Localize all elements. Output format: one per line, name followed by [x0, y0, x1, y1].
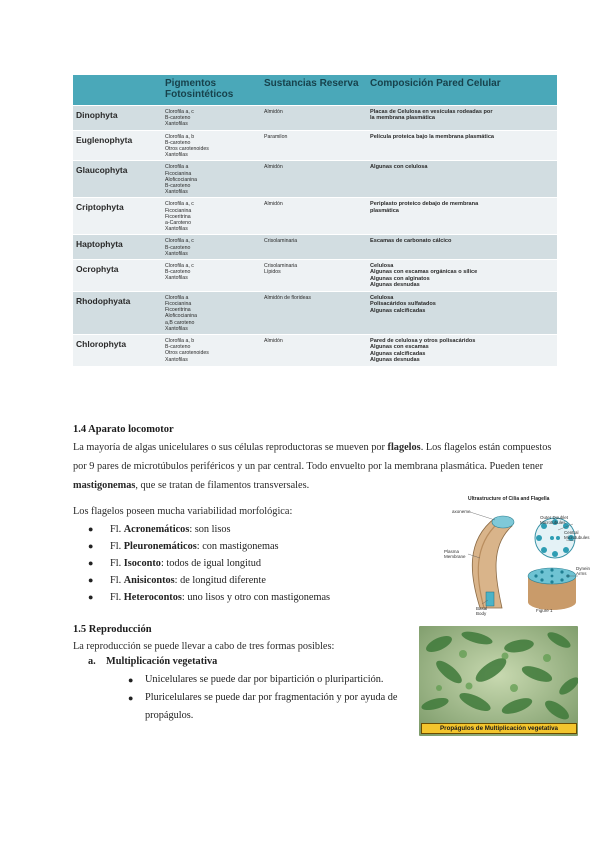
- list-item: ● Fl. Heterocontos: uno lisos y otro con mastigonemas: [88, 589, 330, 606]
- sublist-label: Multiplicación vegetativa: [106, 656, 218, 667]
- cell-wall: [367, 130, 557, 161]
- cell-line: Ficocianina: [165, 300, 192, 307]
- cell-line: B-caroteno: [165, 183, 191, 190]
- cell-line: Algunas desnudas: [370, 357, 420, 364]
- cell-wall: [367, 291, 557, 334]
- cell-line: Xantofilas: [165, 226, 188, 233]
- cell-division-name: Chlorophyta: [73, 334, 162, 365]
- cell-line: Algunas calcificadas: [370, 350, 426, 357]
- table-row: [73, 291, 557, 334]
- table-row: [73, 106, 557, 131]
- table-row: [73, 198, 557, 235]
- cell-line: Aloficocianina: [165, 176, 198, 183]
- cell-line: Clorofila a, c: [165, 109, 194, 115]
- cell-wall: [367, 161, 557, 198]
- cell-line: Almidón: [264, 201, 283, 208]
- cell-line: Ficocianina: [165, 207, 192, 214]
- cell-wall: [367, 198, 557, 235]
- cell-line: a,B caroteno: [165, 319, 195, 326]
- table-row: [73, 161, 557, 198]
- cell-reserve: [261, 235, 367, 260]
- figure-flagella-ultrastructure: [440, 496, 590, 616]
- bullet-icon: ●: [88, 541, 94, 551]
- text-run: . Los flagelos están compuestos por 9 pares de microtúbulos periféricos y un par central. Todo envuelto por la membrana plasmática. Pueden tener: [73, 442, 552, 472]
- cell-line: Xantofilas: [165, 189, 188, 196]
- list-item: ● Unicelulares se puede dar por bipartición o pluripartición.: [128, 671, 408, 689]
- cell-line: Otros carotenoides: [165, 350, 209, 357]
- cell-division-name: Euglenophyta: [73, 130, 162, 161]
- cell-line: Periplasto proteico debajo de membrana: [370, 201, 479, 208]
- cell-line: Celulosa: [370, 263, 394, 270]
- cell-line: Algunas con escamas: [370, 344, 429, 351]
- cell-line: Paramilon: [264, 133, 288, 140]
- cell-line: Crisolaminaria: [264, 238, 298, 245]
- cell-line: Algunas con escamas orgánicas o sílice: [370, 269, 478, 276]
- sublist-marker: a.: [88, 656, 96, 667]
- cell-line: Celulosa: [370, 294, 394, 301]
- cell-line: B-caroteno: [165, 139, 191, 146]
- cell-line: Placas de Celulosa en vesículas rodeadas por: [370, 109, 493, 115]
- cell-line: Xantofilas: [165, 325, 188, 332]
- cell-reserve: [261, 291, 367, 334]
- cell-line: Clorofila a, b: [165, 133, 195, 140]
- cell-line: B-caroteno: [165, 244, 191, 251]
- bullet-icon: ●: [128, 693, 134, 703]
- cell-line: Algunas calcificadas: [370, 307, 426, 314]
- table-header-row: [73, 75, 557, 106]
- cell-line: Almidón de florideas: [264, 294, 312, 301]
- cell-reserve: [261, 106, 367, 131]
- cell-line: B-caroteno: [165, 344, 191, 351]
- cell-reserve: [261, 260, 367, 292]
- cell-line: Xantofilas: [165, 356, 188, 363]
- list-item: ● Pluricelulares se puede dar por fragmentación y por ayuda de propágulos.: [128, 689, 408, 725]
- cell-pigments: [162, 235, 261, 260]
- cell-pigments: [162, 161, 261, 198]
- paragraph-flagella: [73, 438, 563, 495]
- table-row: [73, 260, 557, 292]
- cell-line: la membrana plasmática: [370, 115, 435, 122]
- term-flagelos: flagelos: [387, 442, 421, 453]
- label-central-microtubules: Central Microtubules: [564, 530, 590, 540]
- list-item: ● Fl. Anisicontos: de longitud diferente: [88, 572, 330, 589]
- cell-line: a-Caroteno: [165, 220, 191, 227]
- bullet-icon: ●: [128, 675, 134, 685]
- label-outer-doublet: Outer Doublet Microtubules: [540, 515, 569, 525]
- cell-line: Clorofila a, c: [165, 238, 194, 245]
- cell-line: Algunas con alginatos: [370, 275, 430, 282]
- label-axoneme: axoneme: [452, 509, 471, 514]
- cell-pigments: [162, 130, 261, 161]
- cell-reserve: [261, 161, 367, 198]
- list-item: ● Fl. Pleuronemáticos: con mastigonemas: [88, 538, 330, 555]
- cell-pigments: [162, 198, 261, 235]
- propagules-photo: [419, 626, 578, 736]
- cell-wall: [367, 260, 557, 292]
- paragraph-reproduction-intro: La reproducción se puede llevar a cabo de tres formas posibles:: [73, 641, 335, 652]
- bullet-icon: ●: [88, 524, 94, 534]
- cell-wall: [367, 235, 557, 260]
- cell-line: Xantofilas: [165, 275, 188, 282]
- cell-pigments: [162, 260, 261, 292]
- cell-line: Lípidos: [264, 269, 281, 276]
- cell-line: Escamas de carbonato cálcico: [370, 238, 452, 245]
- cell-division-name: Criptophyta: [73, 198, 162, 235]
- figure-title: Ultrastructure of Cilia and Flagella: [468, 496, 550, 502]
- header-empty: [73, 75, 162, 106]
- table-body: [73, 106, 557, 366]
- cell-line: Otros carotenoides: [165, 146, 209, 153]
- bullet-icon: ●: [88, 558, 94, 568]
- text-run: , que se tratan de filamentos transversales.: [135, 480, 310, 491]
- cell-line: B-caroteno: [165, 115, 191, 122]
- cell-wall: [367, 334, 557, 365]
- label-basal-body: Basal Body: [476, 606, 488, 616]
- cell-line: Almidón: [264, 337, 283, 344]
- figure-propagules: [419, 626, 578, 736]
- term-mastigonemas: mastigonemas: [73, 480, 136, 491]
- flagella-types-list: [88, 521, 330, 606]
- label-plasma-membrane: Plasma Membrane: [444, 549, 466, 559]
- cell-line: B-caroteno: [165, 269, 191, 276]
- cell-line: Clorofila a: [165, 164, 189, 171]
- cell-line: plasmática: [370, 207, 399, 214]
- sublist-item-a: [88, 656, 217, 667]
- cell-line: Ficoeritrina: [165, 213, 191, 220]
- cell-division-name: Ocrophyta: [73, 260, 162, 292]
- figure-caption: Figure 1: [536, 608, 553, 613]
- table-row: [73, 334, 557, 365]
- list-item: ● Fl. Isoconto: todos de igual longitud: [88, 555, 330, 572]
- cell-division-name: Haptophyta: [73, 235, 162, 260]
- cell-reserve: [261, 334, 367, 365]
- header-wall: Composición Pared Celular: [367, 75, 557, 106]
- cell-line: Xantofilas: [165, 121, 188, 128]
- algae-comparison-table: [73, 75, 557, 366]
- bullet-icon: ●: [88, 592, 94, 602]
- bullet-icon: ●: [88, 575, 94, 585]
- cell-pigments: [162, 291, 261, 334]
- cell-line: Clorofila a: [165, 294, 189, 301]
- table-row: [73, 235, 557, 260]
- paragraph-variability: Los flagelos poseen mucha variabilidad morfológica:: [73, 506, 293, 517]
- cell-line: Clorofila a, b: [165, 337, 195, 344]
- cell-line: Clorofila a, c: [165, 201, 194, 208]
- cell-wall: [367, 106, 557, 131]
- vegetative-list: [128, 671, 408, 725]
- text-run: La mayoría de algas unicelulares o sus células reproductoras se mueven por: [73, 442, 388, 453]
- cell-line: Almidón: [264, 164, 283, 171]
- cell-line: Crisolaminaria: [264, 263, 298, 270]
- cell-line: Algunas desnudas: [370, 282, 420, 289]
- list-item: ● Fl. Acronemáticos: son lisos: [88, 521, 330, 538]
- cell-division-name: Dinophyta: [73, 106, 162, 131]
- cell-line: Algunas con celulosa: [370, 164, 428, 171]
- label-dynein-arms: Dynein Arms: [576, 566, 591, 576]
- header-pigments: Pigmentos Fotosintéticos: [162, 75, 261, 106]
- cell-line: Xantofilas: [165, 250, 188, 257]
- cell-division-name: Glaucophyta: [73, 161, 162, 198]
- cell-line: Aloficocianina: [165, 313, 198, 320]
- propagules-caption: Propágulos de Multiplicación vegetativa: [421, 723, 577, 734]
- cell-division-name: Rhodophyata: [73, 291, 162, 334]
- cell-line: Pared de celulosa y otros polisacáridos: [370, 337, 476, 344]
- cell-line: Ficoeritrina: [165, 307, 191, 314]
- header-reserve: Sustancias Reserva: [261, 75, 367, 106]
- cell-line: Almidón: [264, 109, 283, 115]
- cell-line: Película proteica bajo la membrana plasmática: [370, 133, 495, 140]
- cell-line: Ficocianina: [165, 170, 192, 177]
- section-heading-reproduction: 1.5 Reproducción: [73, 624, 152, 635]
- cell-pigments: [162, 106, 261, 131]
- cell-pigments: [162, 334, 261, 365]
- table-row: [73, 130, 557, 161]
- cell-line: Xantofilas: [165, 152, 188, 159]
- cell-line: Clorofila a, c: [165, 263, 194, 270]
- cell-reserve: [261, 198, 367, 235]
- cell-reserve: [261, 130, 367, 161]
- section-heading-locomotor: 1.4 Aparato locomotor: [73, 424, 174, 435]
- cell-line: Polisacáridos sulfatados: [370, 301, 436, 308]
